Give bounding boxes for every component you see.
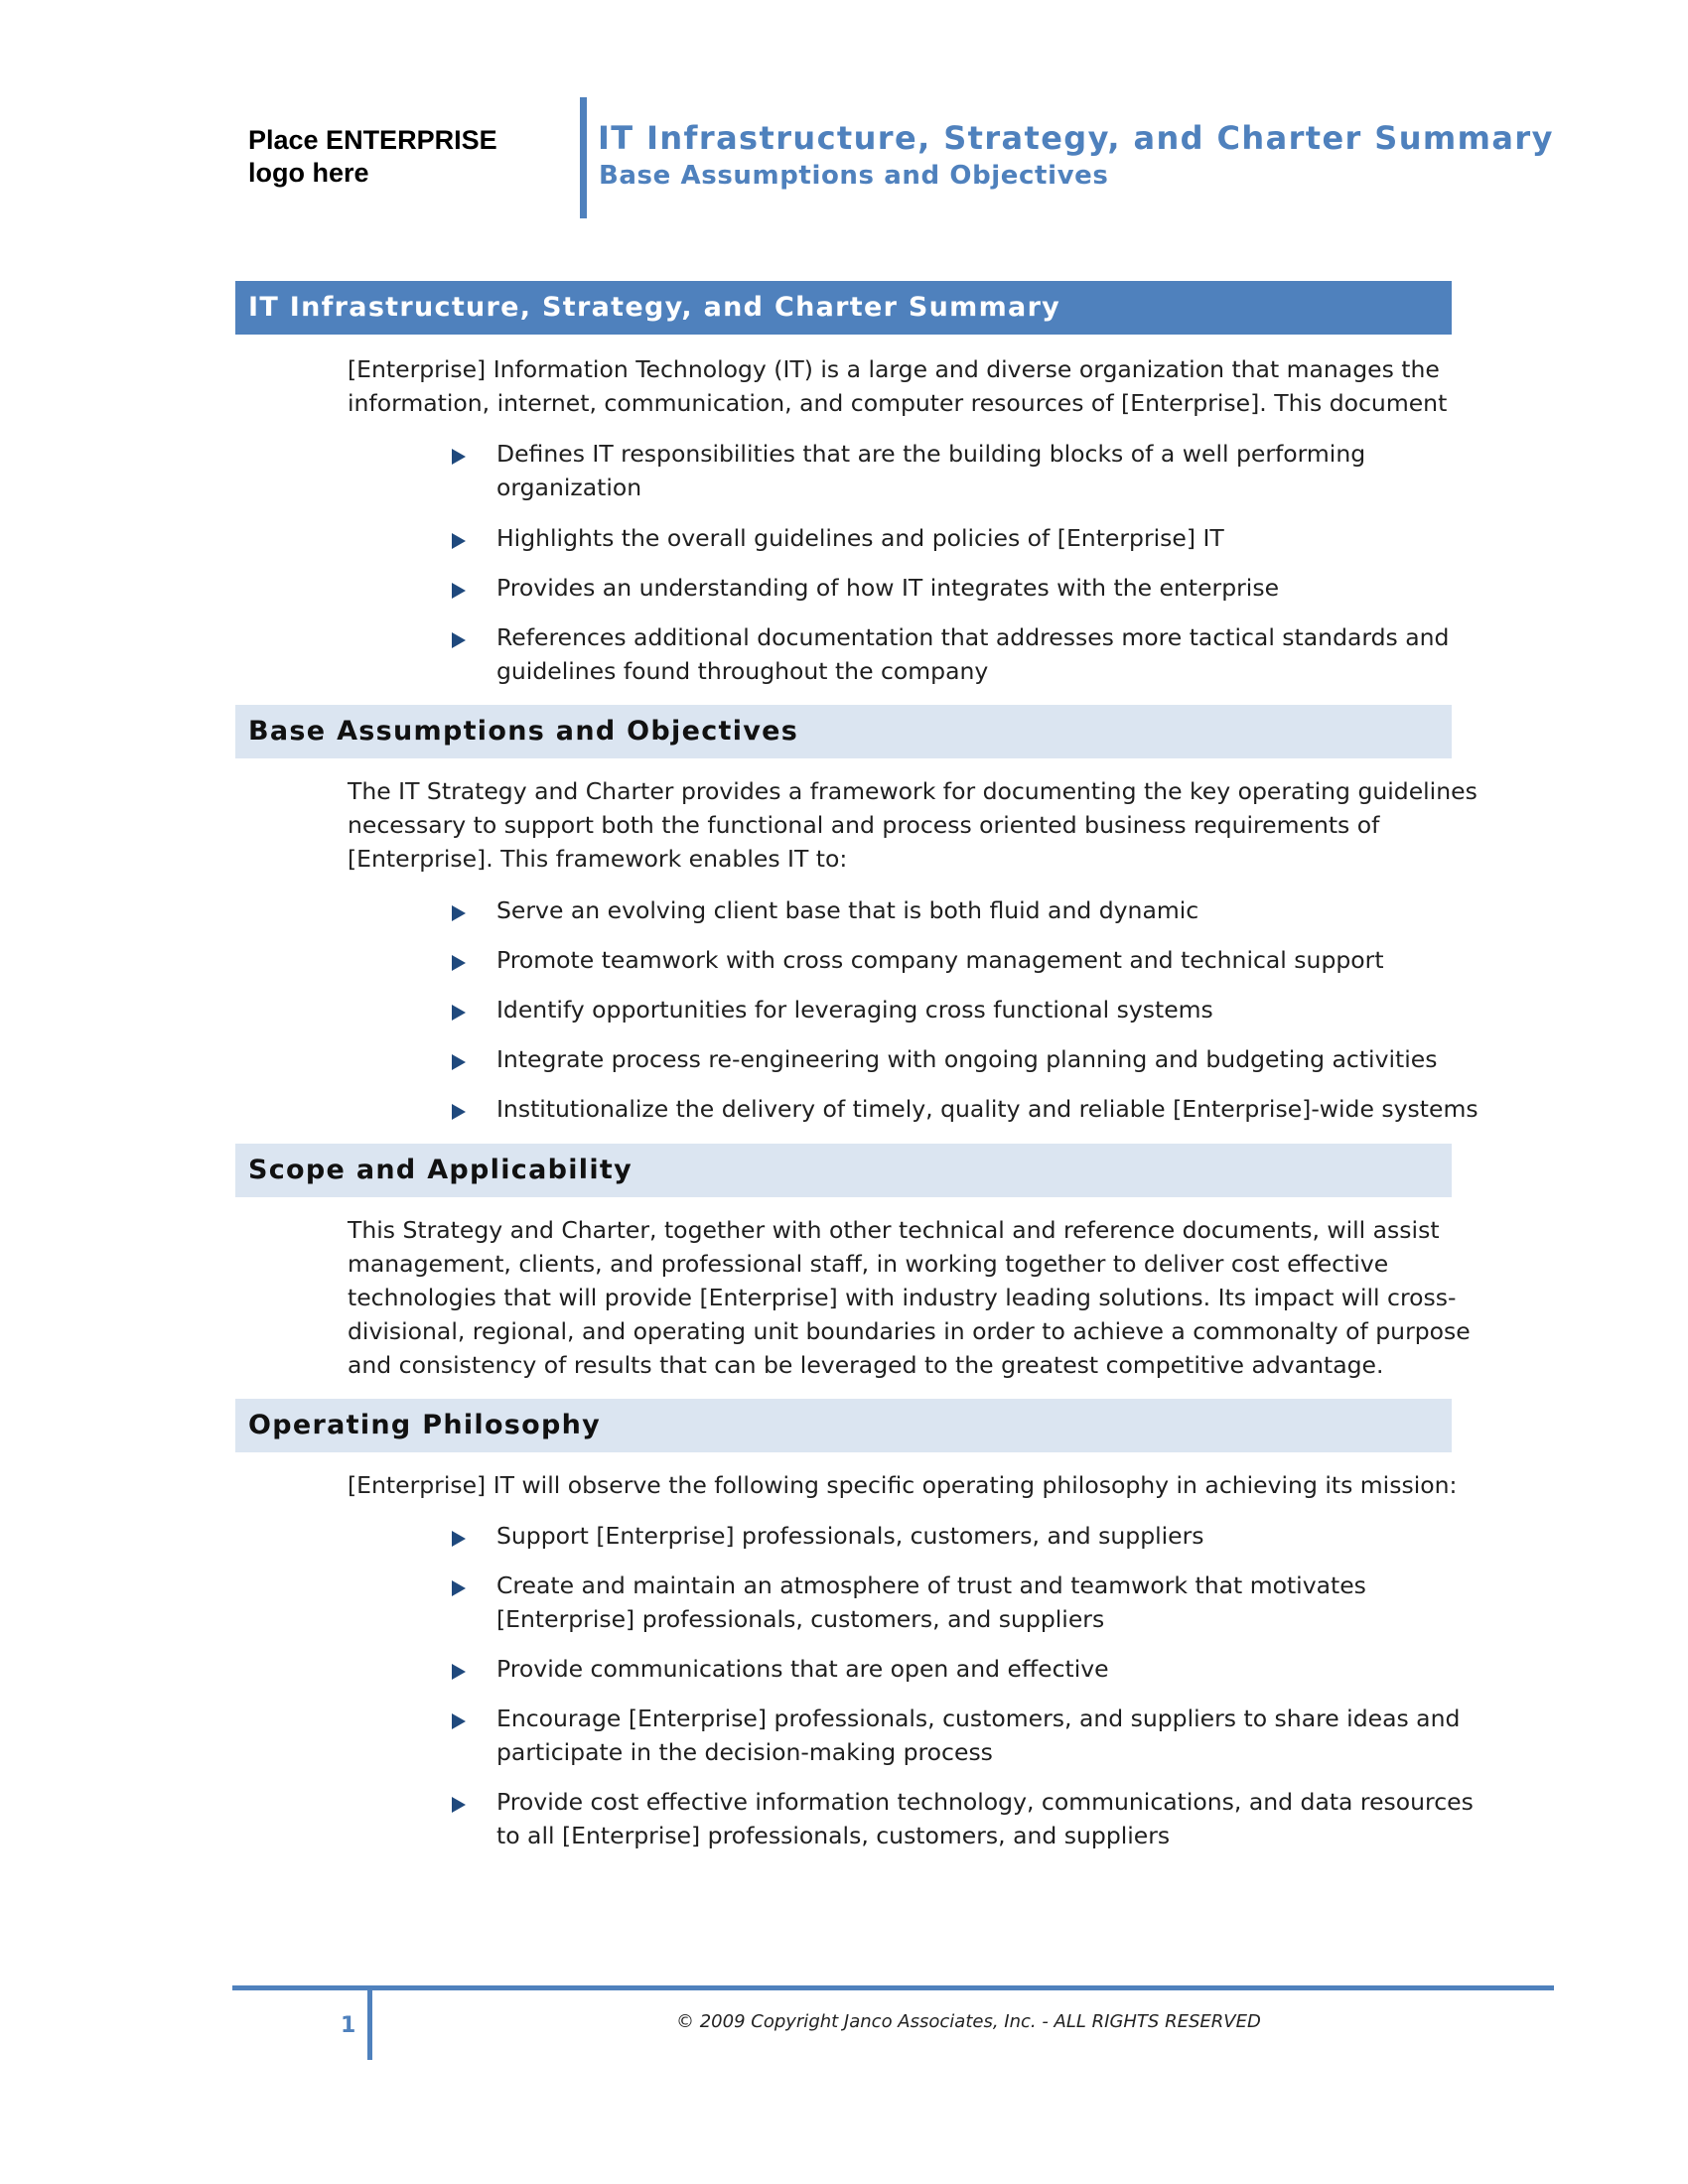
paragraph-line: [Enterprise] IT will observe the following specific operating philosophy in achieving its mission:: [348, 1471, 1458, 1499]
bullet-arrow-icon: [452, 1005, 466, 1021]
section-assumptions-paragraph: [348, 774, 1477, 876]
bullet-arrow-icon: [452, 449, 466, 465]
list-item-text: guidelines found throughout the company: [496, 657, 989, 685]
logo-placeholder: [248, 124, 497, 190]
bullet-arrow-icon: [452, 583, 466, 599]
section-heading-summary: IT Infrastructure, Strategy, and Charter Summary: [235, 281, 1452, 335]
bullet-arrow-icon: [452, 1797, 466, 1813]
copyright-notice: © 2009 Copyright Janco Associates, Inc. - ALL RIGHTS RESERVED: [676, 2011, 1261, 2032]
list-item-text: organization: [496, 474, 642, 501]
bullet-arrow-icon: [452, 1104, 466, 1120]
list-item-text: Highlights the overall guidelines and policies of [Enterprise] IT: [496, 524, 1224, 552]
section-scope-paragraph: [348, 1213, 1471, 1382]
list-item-text: Defines IT responsibilities that are the building blocks of a well performing: [496, 440, 1366, 468]
bullet-arrow-icon: [452, 1054, 466, 1070]
list-item-text: Create and maintain an atmosphere of trust and teamwork that motivates: [496, 1571, 1366, 1599]
paragraph-line: divisional, regional, and operating unit boundaries in order to achieve a commonalty of purpose: [348, 1317, 1471, 1345]
list-item-text: Support [Enterprise] professionals, customers, and suppliers: [496, 1522, 1204, 1550]
section-heading-philosophy: Operating Philosophy: [235, 1399, 1452, 1452]
list-item-text: Promote teamwork with cross company management and technical support: [496, 946, 1384, 974]
section-summary-paragraph: [348, 352, 1448, 420]
bullet-arrow-icon: [452, 533, 466, 549]
paragraph-line: management, clients, and professional staff, in working together to deliver cost effective: [348, 1250, 1389, 1278]
paragraph-line: [Enterprise] Information Technology (IT) is a large and diverse organization that manages the: [348, 355, 1440, 383]
list-item-text: [Enterprise] professionals, customers, and suppliers: [496, 1605, 1105, 1633]
bullet-arrow-icon: [452, 1580, 466, 1596]
list-item-text: Provide communications that are open and effective: [496, 1655, 1109, 1683]
list-item-text: Encourage [Enterprise] professionals, customers, and suppliers to share ideas and: [496, 1705, 1461, 1732]
list-item-text: References additional documentation that addresses more tactical standards and: [496, 623, 1450, 651]
bullet-arrow-icon: [452, 1531, 466, 1547]
footer-vertical-divider: [367, 1988, 372, 2060]
bullet-arrow-icon: [452, 905, 466, 921]
list-item-text: Serve an evolving client base that is both fluid and dynamic: [496, 896, 1199, 924]
section-heading-assumptions: Base Assumptions and Objectives: [235, 705, 1452, 758]
document-title: IT Infrastructure, Strategy, and Charter Summary: [598, 119, 1554, 157]
paragraph-line: necessary to support both the functional and process oriented business requirements of: [348, 811, 1380, 839]
header-divider: [580, 97, 587, 218]
bullet-arrow-icon: [452, 1713, 466, 1729]
paragraph-line: [Enterprise]. This framework enables IT to:: [348, 845, 848, 873]
paragraph-line: The IT Strategy and Charter provides a framework for documenting the key operating guidelines: [348, 777, 1477, 805]
paragraph-line: information, internet, communication, and computer resources of [Enterprise]. This document: [348, 389, 1448, 417]
logo-line-1: Place ENTERPRISE: [248, 125, 497, 155]
bullet-arrow-icon: [452, 1664, 466, 1680]
paragraph-line: technologies that will provide [Enterprise] with industry leading solutions. Its impact will cross-: [348, 1284, 1457, 1311]
list-item-text: Identify opportunities for leveraging cross functional systems: [496, 996, 1213, 1024]
document-subtitle: Base Assumptions and Objectives: [599, 161, 1109, 191]
list-item-text: participate in the decision-making process: [496, 1738, 993, 1766]
section-philosophy-paragraph: [348, 1468, 1458, 1502]
list-item-text: Provides an understanding of how IT integrates with the enterprise: [496, 574, 1280, 602]
bullet-arrow-icon: [452, 955, 466, 971]
page-number: 1: [341, 2013, 356, 2038]
footer-divider: [232, 1985, 1554, 1990]
bullet-arrow-icon: [452, 632, 466, 648]
list-item-text: Institutionalize the delivery of timely, quality and reliable [Enterprise]-wide systems: [496, 1095, 1478, 1123]
list-item-text: Integrate process re-engineering with ongoing planning and budgeting activities: [496, 1045, 1438, 1073]
logo-line-2: logo here: [248, 158, 369, 188]
list-item-text: to all [Enterprise] professionals, customers, and suppliers: [496, 1822, 1171, 1849]
section-heading-scope: Scope and Applicability: [235, 1144, 1452, 1197]
paragraph-line: This Strategy and Charter, together with other technical and reference documents, will assist: [348, 1216, 1440, 1244]
list-item-text: Provide cost effective information technology, communications, and data resources: [496, 1788, 1474, 1816]
paragraph-line: and consistency of results that can be leveraged to the greatest competitive advantage.: [348, 1351, 1384, 1379]
